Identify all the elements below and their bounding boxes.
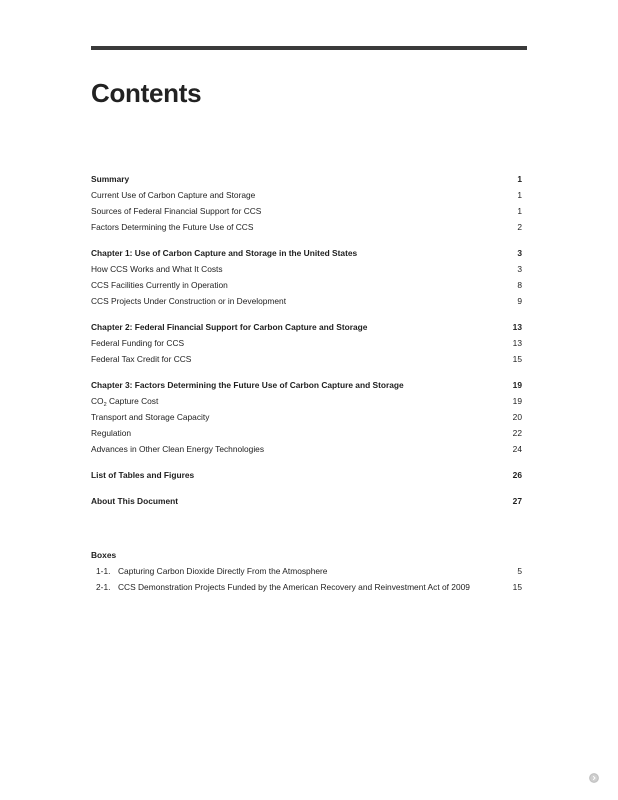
toc-entry-label: Chapter 1: Use of Carbon Capture and Storage in the United States (91, 248, 358, 258)
toc-entry-label: Advances in Other Clean Energy Technologies (91, 444, 265, 454)
box-label: CCS Demonstration Projects Funded by the American Recovery and Reinvestment Act of 2009 (118, 582, 470, 592)
toc-entry-label: List of Tables and Figures (91, 470, 195, 480)
toc-entry-label: Current Use of Carbon Capture and Storage (91, 190, 256, 200)
toc-entry[interactable] (91, 261, 522, 277)
toc-entry-page: 1 (517, 190, 522, 200)
toc-entry-page: 1 (517, 174, 522, 184)
toc-entry-label: Federal Funding for CCS (91, 338, 185, 348)
toc-entry-chapter-1[interactable] (91, 245, 522, 261)
toc-entry[interactable] (91, 351, 522, 367)
toc-entry-page: 26 (512, 470, 522, 480)
toc-entry-label: Chapter 3: Factors Determining the Future Use of Carbon Capture and Storage (91, 380, 404, 390)
toc-entry-page: 19 (512, 380, 522, 390)
toc-entry-label: About This Document (91, 496, 179, 506)
toc-entry-label: CCS Projects Under Construction or in Development (91, 296, 287, 306)
toc-entry-page: 27 (512, 496, 522, 506)
header-rule (91, 46, 527, 50)
toc-entry[interactable] (91, 335, 522, 351)
toc-entry-label: $CO_2$ Capture Cost (91, 396, 159, 408)
toc-entry-summary[interactable] (91, 171, 522, 187)
toc-entry-page: 3 (517, 248, 522, 258)
box-number: 2-1. (96, 582, 111, 592)
toc-entry-label: Chapter 2: Federal Financial Support for Carbon Capture and Storage (91, 322, 368, 332)
toc-entry[interactable] (91, 219, 522, 235)
toc-entry-label: Sources of Federal Financial Support for CCS (91, 206, 262, 216)
toc-entry[interactable] (91, 277, 522, 293)
toc-entry-chapter-3[interactable] (91, 377, 522, 393)
toc-entry-page: 3 (517, 264, 522, 274)
toc-entry-page: 15 (512, 354, 522, 364)
toc-entry-label: CCS Facilities Currently in Operation (91, 280, 228, 290)
toc-entry-chapter-2[interactable] (91, 319, 522, 335)
box-entry[interactable] (91, 563, 522, 579)
toc-entry[interactable] (91, 203, 522, 219)
boxes-heading: Boxes (91, 550, 117, 560)
toc-entry-page: 20 (512, 412, 522, 422)
box-number: 1-1. (96, 566, 111, 576)
toc-entry-page: 24 (512, 444, 522, 454)
toc-entry-page: 2 (517, 222, 522, 232)
box-label: Capturing Carbon Dioxide Directly From the Atmosphere (118, 566, 328, 576)
toc-entry-label: Factors Determining the Future Use of CCS (91, 222, 254, 232)
table-of-contents (91, 171, 522, 509)
toc-entry-about[interactable] (91, 493, 522, 509)
toc-entry-label: Summary (91, 174, 130, 184)
box-page: 5 (517, 566, 522, 576)
circle-arrow-icon[interactable] (589, 773, 599, 783)
toc-entry-label: Transport and Storage Capacity (91, 412, 210, 422)
toc-entry[interactable] (91, 293, 522, 309)
box-entry[interactable] (91, 579, 522, 595)
toc-entry-label: Federal Tax Credit for CCS (91, 354, 192, 364)
boxes-list (91, 563, 522, 595)
toc-entry[interactable] (91, 425, 522, 441)
toc-entry-page: 8 (517, 280, 522, 290)
page-title: Contents (91, 78, 202, 108)
toc-entry-page: 13 (512, 322, 522, 332)
toc-entry-page: 22 (512, 428, 522, 438)
toc-entry-page: 13 (512, 338, 522, 348)
toc-entry[interactable] (91, 441, 522, 457)
toc-entry-page: 9 (517, 296, 522, 306)
toc-entry-label: Regulation (91, 428, 132, 438)
toc-entry-label: How CCS Works and What It Costs (91, 264, 223, 274)
box-page: 15 (512, 582, 522, 592)
toc-entry[interactable] (91, 409, 522, 425)
toc-entry-page: 19 (512, 396, 522, 406)
toc-entry-page: 1 (517, 206, 522, 216)
toc-entry[interactable] (91, 393, 522, 409)
toc-entry[interactable] (91, 187, 522, 203)
toc-entry-tables-figures[interactable] (91, 467, 522, 483)
